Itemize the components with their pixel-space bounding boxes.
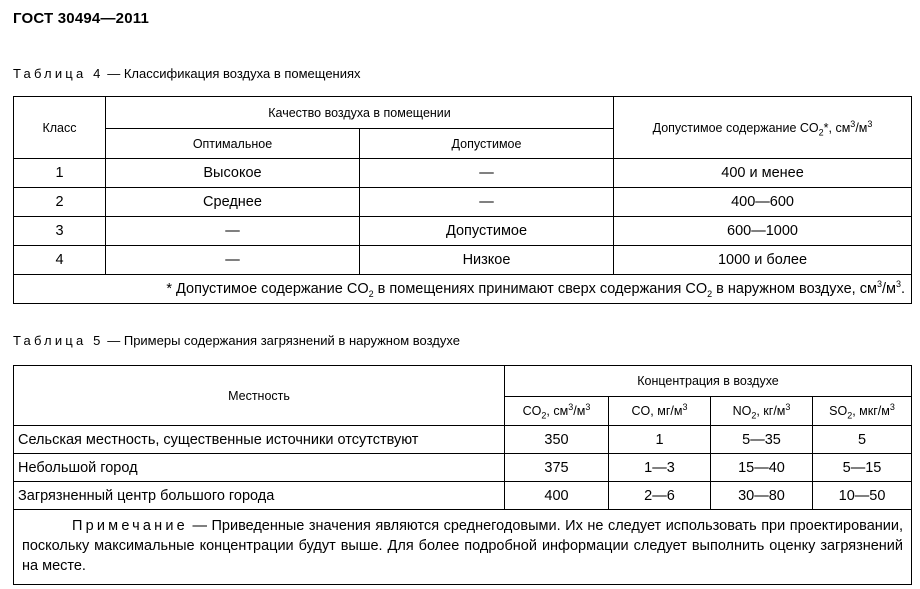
cell-optimal: Среднее — [106, 188, 360, 217]
table-row — [14, 246, 912, 275]
cell-no2: 30—80 — [711, 482, 813, 510]
cell-so2: 10—50 — [813, 482, 912, 510]
cell-co2: 350 — [505, 426, 609, 454]
header-optimal: Оптимальное — [106, 129, 360, 159]
cell-location: Небольшой город — [14, 454, 505, 482]
table-row — [14, 188, 912, 217]
table5-caption-text: — Примеры содержания загрязнений в наружном воздухе — [103, 333, 460, 348]
header-location: Местность — [14, 366, 505, 426]
table-row — [14, 482, 912, 510]
table-row — [14, 159, 912, 188]
header-acceptable: Допустимое — [360, 129, 614, 159]
cell-class: 3 — [14, 217, 106, 246]
cell-co: 2—6 — [609, 482, 711, 510]
table4-footnote: * Допустимое содержание $CO_2$ в помещениях принимают сверх содержания $CO_2$ в наружном воздухе, $см^3/м^3$. — [14, 275, 912, 304]
cell-class: 1 — [14, 159, 106, 188]
cell-no2: 5—35 — [711, 426, 813, 454]
table-row — [14, 454, 912, 482]
header-co2: Допустимое содержание $CO_2*$, $см^3/м^3$ — [614, 97, 912, 159]
table4-caption-text: — Классификация воздуха в помещениях — [103, 66, 361, 81]
header-concentration: Концентрация в воздухе — [505, 366, 912, 397]
table5-pollutant-examples — [13, 365, 912, 585]
cell-class: 2 — [14, 188, 106, 217]
cell-acceptable: — — [360, 159, 614, 188]
cell-co2: 400 и менее — [614, 159, 912, 188]
cell-class: 4 — [14, 246, 106, 275]
cell-optimal: — — [106, 246, 360, 275]
cell-co2: 400—600 — [614, 188, 912, 217]
cell-acceptable: Низкое — [360, 246, 614, 275]
table-row — [14, 217, 912, 246]
header-quality: Качество воздуха в помещении — [106, 97, 614, 129]
note-label: Примечание — [72, 518, 188, 534]
header-class: Класс — [14, 97, 106, 159]
cell-location: Сельская местность, существенные источники отсутствуют — [14, 426, 505, 454]
table4-air-classification — [13, 96, 912, 304]
table5-caption-label: Таблица 5 — [13, 333, 104, 348]
table-row — [14, 426, 912, 454]
cell-optimal: — — [106, 217, 360, 246]
header-so2: $SO_2$, мкг/$м^3$ — [813, 397, 912, 426]
table5-note — [14, 510, 912, 585]
cell-co2: 400 — [505, 482, 609, 510]
note-text: — Приведенные значения являются среднегодовыми. Их не следует использовать при проектировании, поскольку максимальные концентрации будут выше. Для более подробной информации следует выполнить оценку загрязнений на месте. — [22, 518, 904, 574]
header-co: CO, $мг/м^3$ — [609, 397, 711, 426]
cell-acceptable: — — [360, 188, 614, 217]
cell-location: Загрязненный центр большого города — [14, 482, 505, 510]
cell-co2: 600—1000 — [614, 217, 912, 246]
cell-co2: 1000 и более — [614, 246, 912, 275]
table4-caption — [13, 66, 361, 81]
cell-acceptable: Допустимое — [360, 217, 614, 246]
cell-co: 1 — [609, 426, 711, 454]
table5-caption — [13, 333, 460, 348]
document-header: ГОСТ 30494—2011 — [13, 10, 150, 27]
cell-optimal: Высокое — [106, 159, 360, 188]
header-co2: $CO_2$, $см^3/м^3$ — [505, 397, 609, 426]
cell-no2: 15—40 — [711, 454, 813, 482]
cell-so2: 5—15 — [813, 454, 912, 482]
cell-co2: 375 — [505, 454, 609, 482]
table4-caption-label: Таблица 4 — [13, 66, 104, 81]
cell-so2: 5 — [813, 426, 912, 454]
cell-co: 1—3 — [609, 454, 711, 482]
header-no2: $NO_2$, $кг/м^3$ — [711, 397, 813, 426]
